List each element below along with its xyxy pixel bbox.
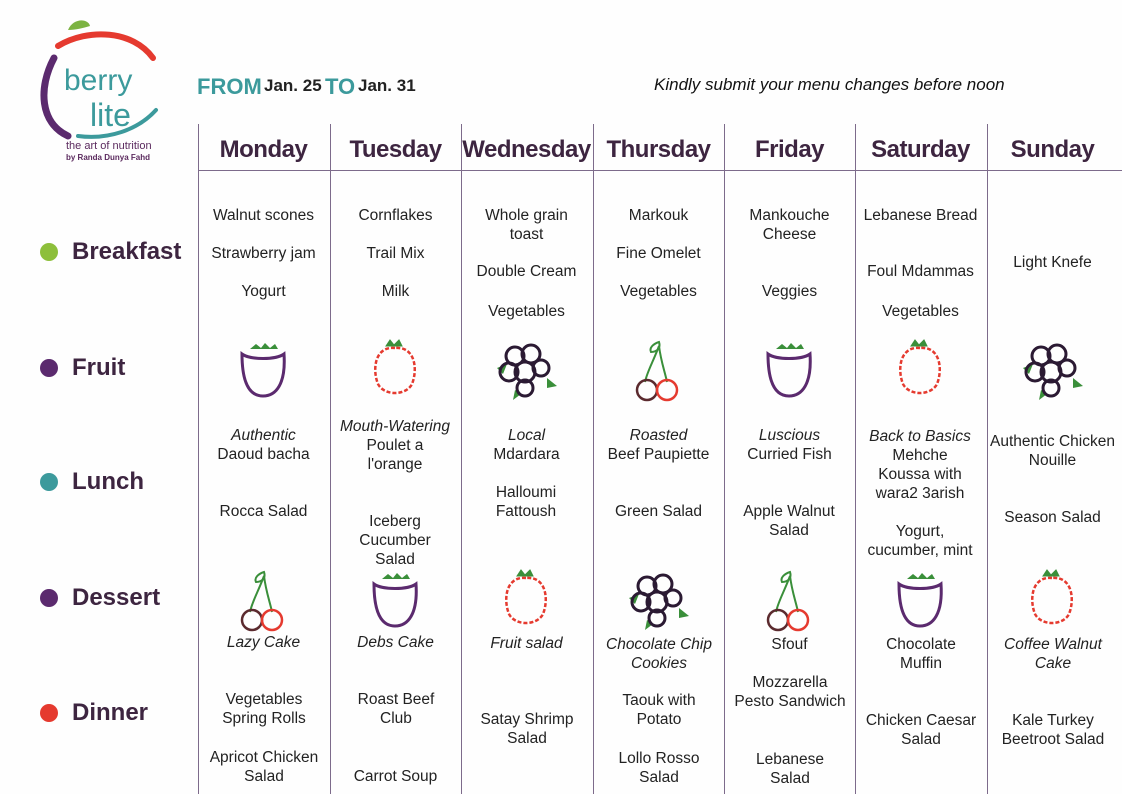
day-header-monday: Monday — [219, 136, 308, 163]
dinner-item: Vegetables Spring Rolls — [222, 691, 306, 727]
lunch-main — [593, 426, 724, 464]
lunch-main-italic: Authentic — [231, 427, 296, 444]
meal-dot — [40, 589, 58, 607]
lunch-main-italic: Roasted — [629, 427, 688, 444]
dinner-item: Kale Turkey Beetroot Salad — [1001, 712, 1105, 748]
lunch-main — [198, 426, 329, 464]
breakfast-item: Yogurt — [241, 283, 286, 300]
lunch-side: Green Salad — [614, 503, 703, 520]
meal-row-breakfast — [40, 238, 181, 266]
day-header-sunday: Sunday — [1010, 136, 1095, 163]
breakfast-item: Walnut scones — [212, 207, 315, 224]
lunch-main-italic: Luscious — [758, 427, 821, 444]
logo-word-lite: lite — [90, 97, 131, 133]
to-date: Jan. 31 — [358, 76, 416, 95]
breakfast-item: Markouk — [628, 207, 689, 224]
lunch-main — [724, 426, 855, 464]
breakfast-item: Strawberry jam — [211, 245, 316, 262]
dinner-item: Apricot Chicken Salad — [209, 749, 319, 785]
breakfast-item: Veggies — [761, 283, 818, 300]
lunch-main-dish: Mehche Koussa with wara2 3arish — [875, 447, 965, 502]
dessert-item: Debs Cake — [357, 634, 434, 651]
byline: by Randa Dunya Fahd — [66, 153, 151, 162]
lunch-main-italic: Local — [507, 427, 546, 444]
dinner-item: Chicken Caesar Salad — [865, 712, 977, 748]
lunch-side: Apple Walnut Salad — [743, 503, 835, 539]
breakfast-item: Trail Mix — [366, 245, 425, 262]
breakfast-item: Vegetables — [488, 303, 565, 320]
meal-dot — [40, 704, 58, 722]
logo-word-berry: berry — [64, 64, 133, 97]
day-header-saturday: Saturday — [871, 136, 970, 163]
breakfast-item: Foul Mdammas — [867, 263, 974, 280]
lunch-main — [987, 432, 1118, 470]
breakfast-item: Milk — [381, 283, 410, 300]
meal-dot — [40, 359, 58, 377]
breakfast-item: Mankouche Cheese — [749, 207, 830, 243]
day-header-wednesday: Wednesday — [462, 136, 591, 163]
lunch-side: Halloumi Fattoush — [495, 484, 557, 520]
lunch-main — [340, 417, 450, 474]
breakfast-item: Lebanese Bread — [863, 207, 978, 224]
dinner-item: Satay Shrimp Salad — [480, 711, 574, 747]
lunch-main-dish: Mdardara — [493, 446, 560, 463]
meal-row-dessert — [40, 584, 160, 612]
raspberry-icon — [1017, 564, 1087, 634]
lunch-main-italic: Back to Basics — [869, 428, 971, 445]
fig-icon — [754, 334, 824, 404]
meal-row-fruit — [40, 354, 125, 382]
breakfast-item: Whole grain toast — [485, 207, 568, 243]
cherry-icon — [228, 564, 298, 634]
to-label: TO — [325, 74, 356, 99]
submission-notice: Kindly submit your menu changes before noon — [654, 75, 1005, 94]
lunch-main-dish: Beef Paupiette — [607, 446, 710, 463]
lunch-main — [461, 426, 592, 464]
cherry-icon — [754, 564, 824, 634]
lunch-main-dish: Poulet a l'orange — [366, 437, 424, 473]
blueberry-icon — [491, 334, 561, 404]
breakfast-item: Vegetables — [882, 303, 959, 320]
meal-label: Fruit — [72, 354, 126, 381]
raspberry-icon — [491, 564, 561, 634]
dessert-item: Fruit salad — [490, 635, 563, 652]
day-header-thursday: Thursday — [606, 136, 711, 163]
dinner-item: Lebanese Salad — [755, 751, 825, 787]
dinner-item: Carrot Soup — [353, 768, 438, 785]
breakfast-item: Double Cream — [476, 263, 577, 280]
breakfast-item: Fine Omelet — [616, 245, 701, 262]
dessert-item: Sfouf — [771, 636, 808, 653]
from-date: Jan. 25 — [264, 76, 322, 95]
breakfast-item: Light Knefe — [1013, 254, 1092, 271]
fig-icon — [360, 564, 430, 634]
lunch-side: Yogurt, cucumber, mint — [867, 523, 973, 559]
dinner-item: Taouk with Potato — [622, 692, 696, 728]
meal-row-lunch — [40, 468, 144, 496]
lunch-main-dish: Curried Fish — [747, 446, 832, 463]
meal-label: Dinner — [72, 699, 149, 726]
cherry-icon — [623, 334, 693, 404]
lunch-side: Rocca Salad — [219, 503, 308, 520]
from-label: FROM — [197, 74, 262, 99]
lunch-side: Iceberg Cucumber Salad — [359, 513, 431, 568]
day-header-tuesday: Tuesday — [349, 136, 442, 163]
dinner-item: Roast Beef Club — [357, 691, 435, 727]
meal-row-dinner — [40, 699, 148, 727]
dessert-item: Chocolate Muffin — [886, 636, 956, 672]
lunch-main-italic: Mouth-Watering — [340, 418, 450, 435]
fig-icon — [885, 564, 955, 634]
meal-label: Dessert — [72, 584, 161, 611]
meal-label: Breakfast — [72, 238, 182, 265]
dessert-item: Coffee Walnut Cake — [1004, 636, 1102, 672]
lunch-main — [865, 427, 975, 503]
blueberry-icon — [623, 564, 693, 634]
raspberry-icon — [885, 334, 955, 404]
meal-dot — [40, 473, 58, 491]
blueberry-icon — [1017, 334, 1087, 404]
dessert-item: Chocolate Chip Cookies — [606, 636, 712, 672]
fig-icon — [228, 334, 298, 404]
lunch-main-dish: Daoud bacha — [217, 446, 310, 463]
meal-label: Lunch — [72, 468, 144, 495]
lunch-main-dish: Authentic Chicken Nouille — [990, 433, 1115, 469]
dinner-item: Lollo Rosso Salad — [618, 750, 700, 786]
meal-dot — [40, 243, 58, 261]
dinner-item: Mozzarella Pesto Sandwich — [734, 674, 846, 710]
breakfast-item: Vegetables — [620, 283, 697, 300]
header-divider — [198, 170, 1122, 171]
dessert-item: Lazy Cake — [226, 634, 301, 651]
tagline: the art of nutrition — [66, 140, 152, 152]
day-header-friday: Friday — [754, 136, 825, 163]
breakfast-item: Cornflakes — [358, 207, 433, 224]
raspberry-icon — [360, 334, 430, 404]
lunch-side: Season Salad — [1004, 509, 1101, 526]
